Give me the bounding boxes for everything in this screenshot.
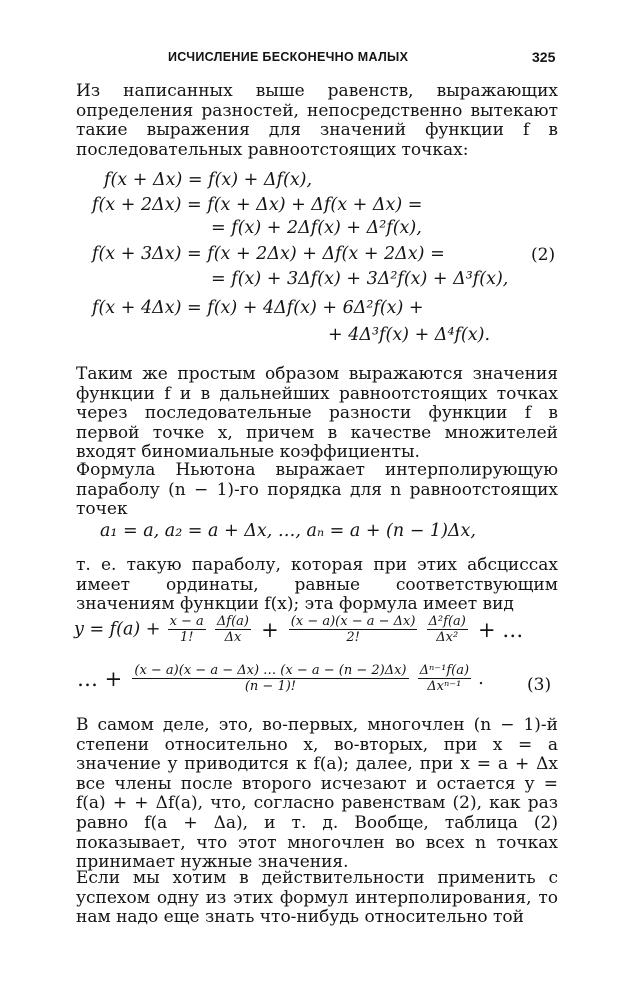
eq3-f6-den: Δxⁿ⁻¹	[427, 679, 462, 694]
eq3-f4-num: Δ²f(a)	[428, 614, 466, 629]
eq3-tail: + …	[477, 617, 524, 642]
eq3-f1-den: 1!	[179, 630, 194, 645]
points-equation: a₁ = a, a₂ = a + Δx, …, aₙ = a + (n − 1)Δx,	[100, 521, 476, 541]
eq3-plus: +	[261, 617, 279, 642]
eq3-fraction-2	[215, 614, 251, 645]
proof-paragraph: В самом деле, это, во-первых, многочлен (n − 1)-й степени относительно x, во-вторых, при x = a значение y приводится к f(a); далее, при x = a + Δx все члены после второго исчезают и остается y = f(a) + + Δf(a), что, согласно равенствам (2), как раз равно f(a + Δa), и т. д. Вообще, таблица (2) показывает, что этот многочлен во всех n точках принимает нужные значения.	[76, 715, 558, 873]
eq2-line-6: f(x + 4Δx) = f(x) + 4Δf(x) + 6Δ²f(x) +	[92, 298, 424, 318]
eq3-fraction-3	[289, 614, 418, 645]
running-title: ИСЧИСЛЕНИЕ БЕСКОНЕЧНО МАЛЫХ	[168, 50, 409, 64]
eq3-f5-den: (n − 1)!	[244, 679, 297, 694]
eq2-line-5: = f(x) + 3Δf(x) + 3Δ²f(x) + Δ³f(x),	[211, 269, 509, 289]
eq3-f2-num: Δf(a)	[216, 614, 249, 629]
eq3-fraction-1	[168, 614, 206, 645]
eq3-f4-den: Δx²	[436, 630, 459, 645]
eq3-fraction-5	[132, 663, 408, 694]
eq2-line-2: f(x + 2Δx) = f(x + Δx) + Δf(x + Δx) =	[92, 195, 423, 215]
eq3-lead: y = f(a) +	[74, 619, 161, 640]
final-paragraph: Если мы хотим в действительности применить с успехом одну из этих формул интерполирования, то нам надо еще знать что-нибудь относительно той	[76, 868, 558, 928]
eq3-f3-den: 2!	[346, 630, 360, 645]
eq3-f2-den: Δx	[224, 630, 242, 645]
parabola-paragraph: т. е. такую параболу, которая при этих абсциссах имеет ординаты, равные соответствующим значениям функции f(x); эта формула имеет вид	[76, 555, 558, 615]
page-number: 325	[532, 49, 556, 65]
eq3-fraction-4	[427, 614, 468, 645]
eq2-line-7: + 4Δ³f(x) + Δ⁴f(x).	[328, 325, 491, 345]
eq3-fraction-6	[418, 663, 471, 694]
eq2-number: (2)	[531, 245, 556, 265]
eq2-line-1: f(x + Δx) = f(x) + Δf(x),	[104, 170, 313, 190]
newton-paragraph: Формула Ньютона выражает интерполирующую параболу (n − 1)-го порядка для n равноотстоящих точек	[76, 460, 558, 520]
eq3-f1-num: x − a	[169, 614, 204, 629]
eq2-line-4: f(x + 3Δx) = f(x + 2Δx) + Δf(x + 2Δx) =	[92, 244, 445, 264]
eq3-f3-num: (x − a)(x − a − Δx)	[290, 614, 416, 629]
eq2-line-3: = f(x) + 2Δf(x) + Δ²f(x),	[211, 218, 422, 238]
eq3-number: (3)	[527, 675, 552, 695]
eq3-line2-lead: … +	[77, 666, 123, 691]
eq3-f6-num: Δⁿ⁻¹f(a)	[419, 663, 470, 678]
running-header	[0, 46, 631, 74]
intro-paragraph: Из написанных выше равенств, выражающих определения разностей, непосредственно вытекают такие выражения для значений функции f в последовательных равноотстоящих точках:	[76, 81, 558, 160]
eq3-line-1	[74, 614, 526, 645]
eq3-end: .	[478, 668, 484, 689]
eq3-line-2	[74, 663, 484, 694]
eq3-f5-num: (x − a)(x − a − Δx) … (x − a − (n − 2)Δx)	[134, 663, 407, 678]
binomial-paragraph: Таким же простым образом выражаются значения функции f и в дальнейших равноотстоящих точках через последовательные разности функции f в первой точке x, причем в качестве множителей входят биномиальные коэффициенты.	[76, 364, 558, 463]
